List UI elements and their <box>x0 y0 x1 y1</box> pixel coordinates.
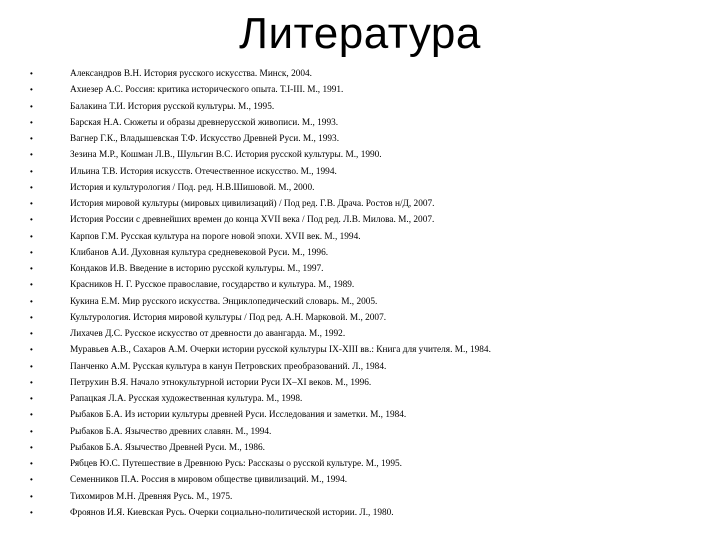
bullet-icon: • <box>30 377 33 387</box>
bullet-icon: • <box>30 426 33 436</box>
reference-item <box>30 440 710 456</box>
bullet-icon: • <box>30 410 33 420</box>
bullet-icon: • <box>30 264 33 273</box>
reference-item <box>30 489 710 505</box>
reference-text: Красников Н. Г. Русское православие, государство и культура. М., 1989. <box>70 280 355 291</box>
reference-item <box>30 294 710 310</box>
reference-item <box>30 505 710 521</box>
reference-item <box>30 245 710 261</box>
page-title <box>0 6 720 62</box>
bullet-icon: • <box>30 361 33 371</box>
bullet-icon: • <box>30 280 33 290</box>
reference-item <box>30 66 710 82</box>
bullet-icon: • <box>30 199 33 208</box>
reference-text: Муравьев А.В., Сахаров А.М. Очерки истории русской культуры IX-XIII вв.: Книга для учителя. М., 1984. <box>70 345 491 356</box>
bullet-icon: • <box>30 134 33 143</box>
bullet-icon: • <box>30 345 33 355</box>
reference-text: История мировой культуры (мировых цивилизаций) / Под ред. Г.В. Драча. Ростов н/Д, 2007. <box>70 199 435 209</box>
reference-item <box>30 359 710 375</box>
reference-item <box>30 472 710 488</box>
reference-text: Культурология. История мировой культуры / Под ред. А.Н. Марковой. М., 2007. <box>70 312 387 323</box>
reference-item <box>30 164 710 180</box>
reference-text: Карпов Г.М. Русская культура на пороге новой эпохи. XVII век. М., 1994. <box>70 231 361 242</box>
bullet-icon: • <box>30 507 33 517</box>
reference-item <box>30 180 710 196</box>
reference-text: Панченко А.М. Русская культура в канун Петровских преобразований. Л., 1984. <box>70 361 387 372</box>
page-title-text: Литература <box>239 9 481 58</box>
reference-text: Ильина Т.В. История искусств. Отечественное искусство. М., 1994. <box>70 166 337 177</box>
reference-text: Балакина Т.И. История русской культуры. М., 1995. <box>70 101 275 112</box>
reference-item <box>30 115 710 131</box>
reference-text: Семенников П.А. Россия в мировом обществе цивилизаций. М., 1994. <box>70 475 348 486</box>
bullet-icon: • <box>30 215 33 225</box>
bullet-icon: • <box>30 296 33 306</box>
reference-text: Рябцев Ю.С. Путешествие в Древнюю Русь: Рассказы о русской культуре. М., 1995. <box>70 459 402 469</box>
reference-text: История России с древнейших времен до конца XVII века / Под ред. Л.В. Милова. М., 2007. <box>70 215 435 226</box>
reference-item <box>30 391 710 407</box>
reference-text: Вагнер Г.К., Владышевская Т.Ф. Искусство Древней Руси. М., 1993. <box>70 134 340 144</box>
bullet-icon: • <box>30 329 33 338</box>
reference-text: Кондаков И.В. Введение в историю русской культуры. М., 1997. <box>70 264 324 274</box>
reference-item <box>30 212 710 228</box>
reference-text: Рыбаков Б.А. Язычество Древней Руси. М., 1986. <box>70 442 265 453</box>
reference-text: Барская Н.А. Сюжеты и образы древнерусской живописи. М., 1993. <box>70 117 339 128</box>
reference-text: Тихомиров М.Н. Древняя Русь. М., 1975. <box>70 491 233 502</box>
reference-text: Кукина Е.М. Мир русского искусства. Энциклопедический словарь. М., 2005. <box>70 296 378 307</box>
reference-item <box>30 456 710 472</box>
reference-item <box>30 261 710 277</box>
bullet-icon: • <box>30 312 33 322</box>
reference-item <box>30 407 710 423</box>
bullet-icon: • <box>30 69 33 78</box>
reference-text: Ахиезер А.С. Россия: критика исторического опыта. Т.I-III. М., 1991. <box>70 85 344 96</box>
reference-item <box>30 229 710 245</box>
reference-item <box>30 310 710 326</box>
bullet-icon: • <box>30 150 33 160</box>
reference-item <box>30 342 710 358</box>
bullet-icon: • <box>30 442 33 452</box>
reference-item <box>30 326 710 342</box>
reference-text: Рапацкая Л.А. Русская художественная культура. М., 1998. <box>70 394 303 404</box>
reference-item <box>30 375 710 391</box>
reference-text: Рыбаков Б.А. Язычество древних славян. М., 1994. <box>70 426 272 437</box>
bullet-icon: • <box>30 101 33 111</box>
reference-item <box>30 99 710 115</box>
reference-text: Зезина М.Р., Кошман Л.В., Шульгин В.С. История русской культуры. М., 1990. <box>70 150 382 161</box>
bullet-icon: • <box>30 475 33 485</box>
reference-item <box>30 424 710 440</box>
reference-text: Петрухин В.Я. Начало этнокультурной истории Руси IX–XI веков. М., 1996. <box>70 377 372 388</box>
bullet-icon: • <box>30 182 33 192</box>
reference-item <box>30 82 710 98</box>
bullet-icon: • <box>30 459 33 468</box>
bullet-icon: • <box>30 491 33 501</box>
bullet-icon: • <box>30 394 33 403</box>
reference-list <box>30 66 710 521</box>
bullet-icon: • <box>30 231 33 241</box>
reference-text: Рыбаков Б.А. Из истории культуры древней Руси. Исследования и заметки. М., 1984. <box>70 410 407 421</box>
reference-item <box>30 196 710 212</box>
reference-text: Лихачев Д.С. Русское искусство от древности до авангарда. М., 1992. <box>70 329 346 339</box>
reference-text: История и культурология / Под. ред. Н.В.Шишовой. М., 2000. <box>70 182 315 193</box>
bullet-icon: • <box>30 85 33 95</box>
bullet-icon: • <box>30 166 33 176</box>
reference-text: Клибанов А.И. Духовная культура средневековой Руси. М., 1996. <box>70 247 329 258</box>
bullet-icon: • <box>30 247 33 257</box>
reference-item <box>30 277 710 293</box>
reference-item <box>30 147 710 163</box>
reference-text: Фроянов И.Я. Киевская Русь. Очерки социально-политической истории. Л., 1980. <box>70 507 394 518</box>
reference-text: Александров В.Н. История русского искусства. Минск, 2004. <box>70 69 312 79</box>
bullet-icon: • <box>30 117 33 127</box>
reference-item <box>30 131 710 147</box>
